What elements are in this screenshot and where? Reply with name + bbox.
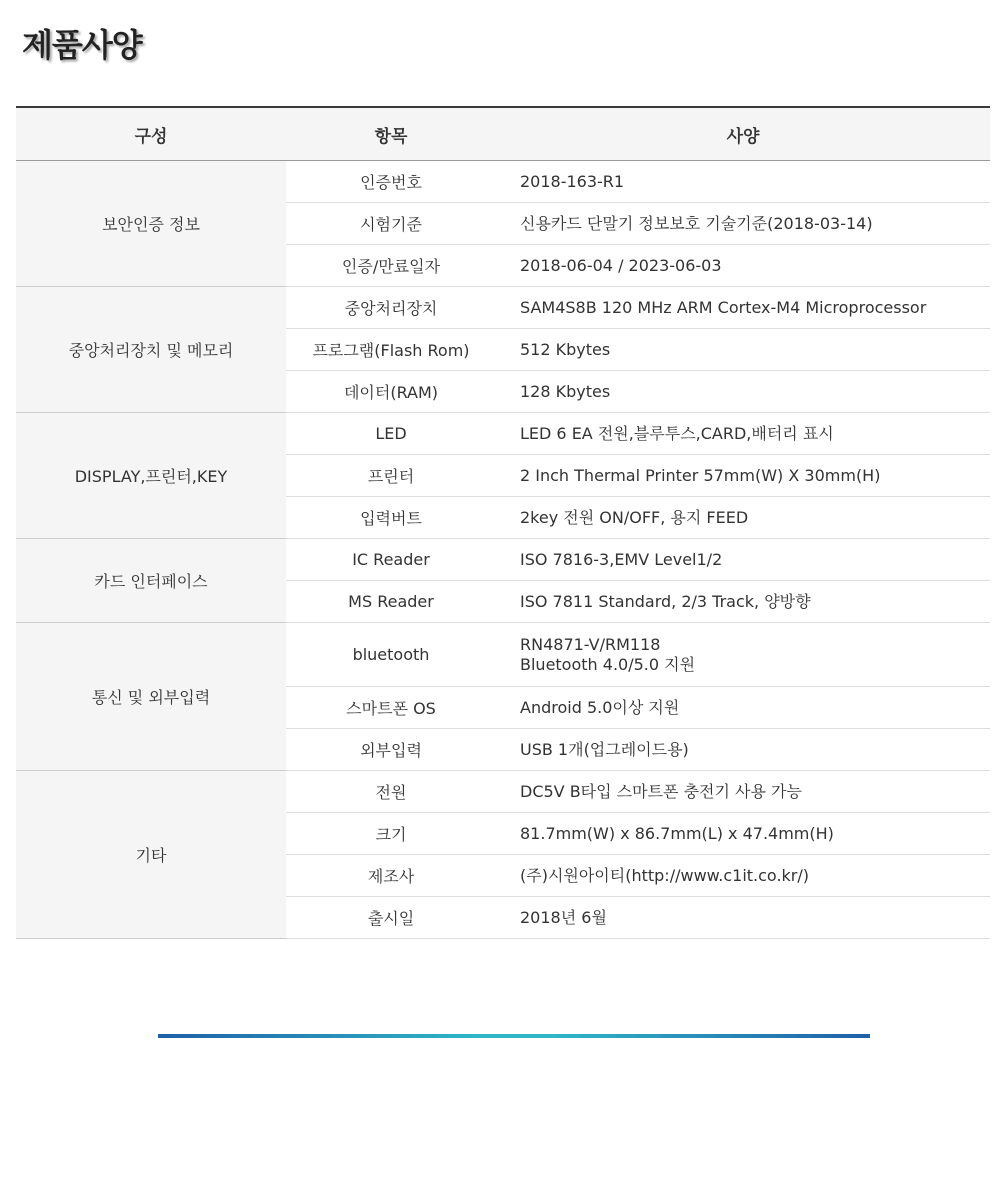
item-label: 외부입력 [286, 729, 496, 771]
item-label: 중앙처리장치 [286, 287, 496, 329]
item-label: LED [286, 413, 496, 455]
item-label: MS Reader [286, 581, 496, 623]
spec-table [16, 106, 990, 939]
spec-value [496, 329, 990, 371]
spec-value [496, 855, 990, 897]
table-row [16, 287, 990, 329]
spec-line: DC5V B타입 스마트폰 충전기 사용 가능 [520, 781, 802, 801]
item-label: 제조사 [286, 855, 496, 897]
item-label: IC Reader [286, 539, 496, 581]
header-row [16, 107, 990, 161]
group-label: 중앙처리장치 및 메모리 [16, 287, 286, 413]
spec-line: ISO 7816-3,EMV Level1/2 [520, 549, 723, 569]
group-label: 통신 및 외부입력 [16, 623, 286, 771]
spec-line: 2018-163-R1 [520, 171, 625, 191]
table-row [16, 771, 990, 813]
spec-line: 신용카드 단말기 정보보호 기술기준(2018-03-14) [520, 213, 873, 233]
spec-line: 128 Kbytes [520, 381, 611, 401]
spec-value [496, 581, 990, 623]
spec-line: Android 5.0이상 지원 [520, 697, 680, 717]
spec-line: SAM4S8B 120 MHz ARM Cortex-M4 Microprocessor [520, 297, 927, 317]
spec-value [496, 539, 990, 581]
header-item: 항목 [286, 107, 496, 161]
spec-value [496, 287, 990, 329]
spec-value [496, 623, 990, 687]
item-label: bluetooth [286, 623, 496, 687]
spec-line: 2 Inch Thermal Printer 57mm(W) X 30mm(H) [520, 465, 881, 485]
spec-table-body [16, 161, 990, 939]
spec-value [496, 455, 990, 497]
spec-value [496, 413, 990, 455]
group-label: 카드 인터페이스 [16, 539, 286, 623]
spec-line: (주)시원아이티(http://www.c1it.co.kr/) [520, 865, 810, 885]
spec-line: Bluetooth 4.0/5.0 지원 [520, 654, 696, 674]
item-label: 시험기준 [286, 203, 496, 245]
item-label: 데이터(RAM) [286, 371, 496, 413]
spec-line: 2018년 6월 [520, 907, 607, 927]
spec-line: RN4871-V/RM118 [520, 634, 661, 654]
spec-value [496, 729, 990, 771]
group-label: 기타 [16, 771, 286, 939]
spec-value [496, 497, 990, 539]
item-label: 전원 [286, 771, 496, 813]
spec-value [496, 245, 990, 287]
item-label: 스마트폰 OS [286, 687, 496, 729]
spec-line: ISO 7811 Standard, 2/3 Track, 양방향 [520, 591, 811, 611]
item-label: 프린터 [286, 455, 496, 497]
spec-value [496, 687, 990, 729]
gradient-divider [158, 1034, 870, 1038]
page-title: 제품사양 [22, 26, 142, 64]
header-group: 구성 [16, 107, 286, 161]
table-row [16, 623, 990, 687]
item-label: 인증번호 [286, 161, 496, 203]
header-spec: 사양 [496, 107, 990, 161]
spec-value [496, 897, 990, 939]
spec-value [496, 771, 990, 813]
spec-value [496, 813, 990, 855]
spec-value [496, 203, 990, 245]
spec-line: LED 6 EA 전원,블루투스,CARD,배터리 표시 [520, 423, 834, 443]
spec-table-header [16, 107, 990, 161]
spec-line: USB 1개(업그레이드용) [520, 739, 689, 759]
spec-line: 2018-06-04 / 2023-06-03 [520, 255, 722, 275]
item-label: 입력버트 [286, 497, 496, 539]
spec-line: 2key 전원 ON/OFF, 용지 FEED [520, 507, 749, 527]
item-label: 프로그램(Flash Rom) [286, 329, 496, 371]
item-label: 인증/만료일자 [286, 245, 496, 287]
item-label: 크기 [286, 813, 496, 855]
item-label: 출시일 [286, 897, 496, 939]
table-row [16, 413, 990, 455]
spec-line: 512 Kbytes [520, 339, 611, 359]
spec-value [496, 371, 990, 413]
spec-value [496, 161, 990, 203]
table-row [16, 161, 990, 203]
spec-line: 81.7mm(W) x 86.7mm(L) x 47.4mm(H) [520, 823, 834, 843]
table-row [16, 539, 990, 581]
group-label: 보안인증 정보 [16, 161, 286, 287]
group-label: DISPLAY,프린터,KEY [16, 413, 286, 539]
